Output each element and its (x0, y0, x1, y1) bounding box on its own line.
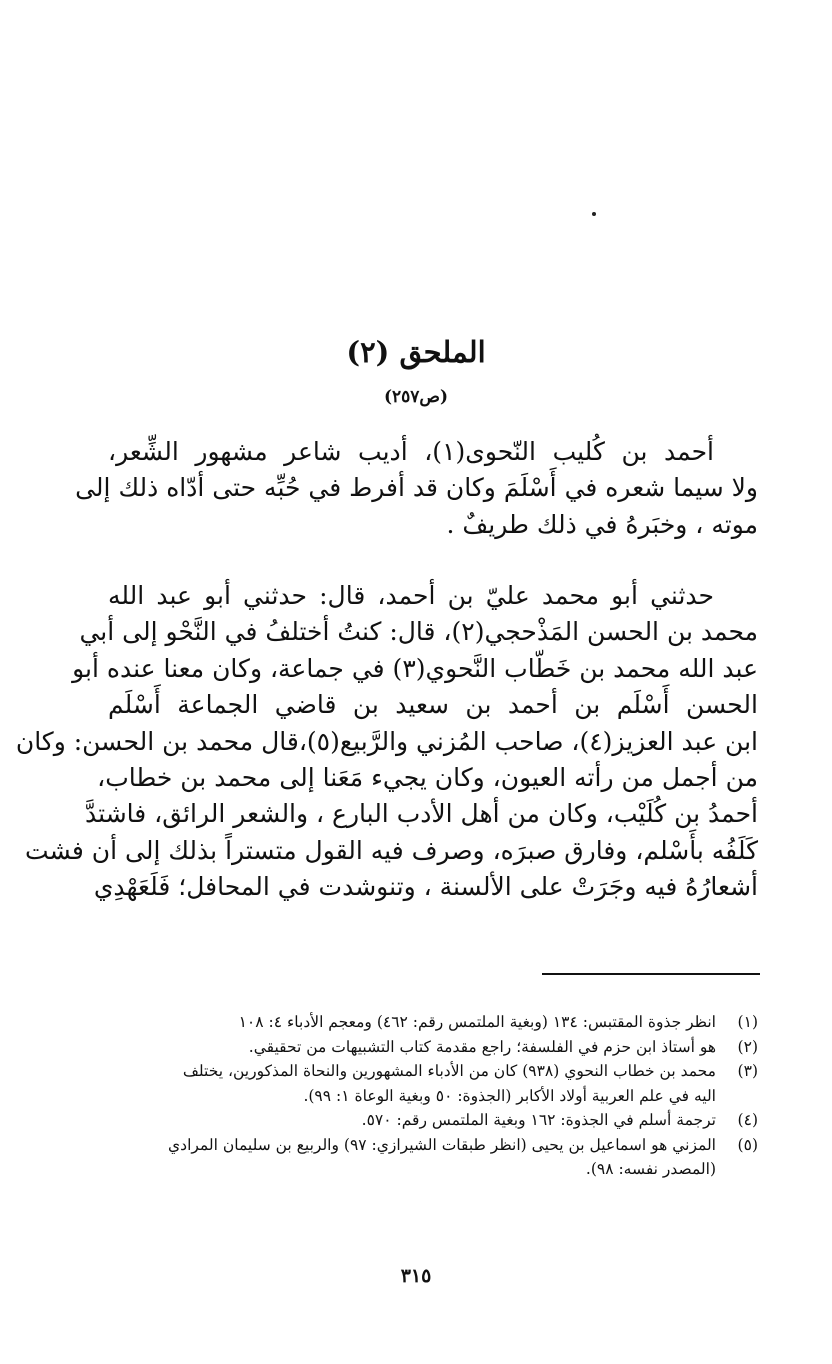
footnote-2 (102, 1035, 758, 1060)
paragraph-line: أشعارُهُ فيه وجَرَتْ على الألسنة ، وتنوشدت في المحافل؛ فَلَعَهْدِي (93, 872, 758, 902)
footnote-number: (٤) (737, 1111, 758, 1129)
footnote-text (102, 1010, 716, 1035)
paragraph-line: من أجمل من رأته العيون، وكان يجيء مَعَنا إلى محمد بن خطاب، (97, 763, 758, 793)
paragraph-line: موته ، وخبَرهُ في ذلك طريفٌ . (446, 509, 758, 539)
footnote-4 (102, 1108, 758, 1133)
footnote-text (102, 1059, 716, 1108)
page-number: ٣١٥ (400, 1265, 432, 1287)
paragraph-line: أحمد بن كُليب النّحوى(١)، أديب شاعر مشهور الشِّعر، (108, 437, 714, 466)
footnote-line: انظر جذوة المقتبس: ١٣٤ (وبغية الملتمس رقم: ٤٦٢) ومعجم الأدباء ٤: ١٠٨ (238, 1013, 716, 1031)
footnote-line: محمد بن خطاب النحوي (٩٣٨) كان من الأدباء المشهورين والنحاة المذكورين، يختلف (182, 1062, 716, 1080)
paragraph-line: عبد الله محمد بن خَطّاب النَّحوي(٣) في جماعة، وكان معنا عنده أبو (72, 653, 758, 683)
paragraph-line: حدثني أبو محمد عليّ بن أحمد، قال: حدثني أبو عبد الله (108, 581, 714, 610)
footnote-line: اليه في علم العربية أولاد الأكابر (الجذوة: ٥٠ وبغية الوعاة ١: ٩٩). (303, 1086, 716, 1105)
ink-speck (592, 212, 596, 216)
appendix-title: الملحق (٢) (346, 335, 486, 369)
paragraph-line: ولا سيما شعره في أَسْلَمَ وكان قد أفرط في حُبِّه حتى أدّاه ذلك إلى (75, 473, 758, 503)
paragraph-2 (15, 578, 758, 906)
footnote-number: (٢) (737, 1037, 758, 1056)
footnote-line: (المصدر نفسه: ٩٨). (585, 1160, 716, 1178)
paragraph-1 (75, 434, 758, 543)
page-reference: (ص٢٥٧) (383, 387, 449, 407)
paragraph-line: أحمدُ بن كُلَيْب، وكان من أهل الأدب البارع ، والشعر الرائق، فاشتدَّ (85, 799, 758, 829)
footnote-text (102, 1035, 716, 1060)
footnote-number: (٣) (737, 1062, 758, 1080)
footnote-line: المزني هو اسماعيل بن يحيى (انظر طبقات الشيرازي: ٩٧) والربيع بن سليمان المرادي (168, 1135, 716, 1154)
paragraph-line: الحسن أَسْلَم بن أحمد بن سعيد بن قاضي الجماعة أَسْلَم (108, 690, 758, 720)
footnote-line: هو أستاذ ابن حزم في الفلسفة؛ راجع مقدمة كتاب التشبيهات من تحقيقي. (248, 1037, 716, 1056)
footnote-separator (542, 973, 760, 975)
footnote-text (102, 1133, 716, 1182)
paragraph-line: ابن عبد العزيز(٤)، صاحب المُزني والرَّبيع(٥)،قال محمد بن الحسن: وكان (15, 726, 758, 756)
footnote-1 (102, 1010, 758, 1035)
footnote-text (102, 1108, 716, 1133)
footnote-3 (102, 1059, 758, 1108)
paragraph-line: محمد بن الحسن المَذْحجي(٢)، قال: كنتُ أختلفُ في النَّحْو إلى أبي (79, 617, 758, 647)
footnote-number: (٥) (737, 1135, 758, 1154)
paragraph-line: كَلَفُه بأَسْلم، وفارق صبرَه، وصرف فيه القول متستراً بذلك إلى أن فشت (25, 835, 758, 865)
footnotes (102, 1010, 758, 1182)
footnote-line: ترجمة أسلم في الجذوة: ١٦٢ وبغية الملتمس رقم: ٥٧٠. (361, 1111, 716, 1129)
footnote-number: (١) (737, 1013, 758, 1031)
footnote-5 (102, 1133, 758, 1182)
